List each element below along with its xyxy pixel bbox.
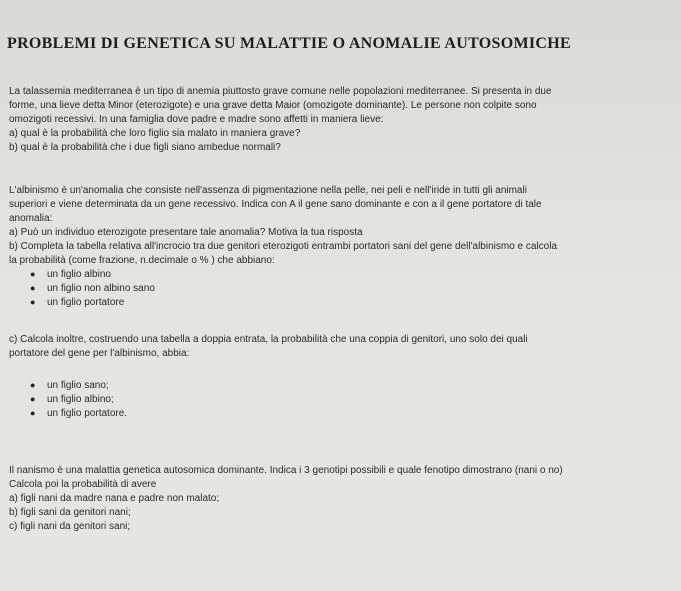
albinism-question-b: b) Completa la tabella relativa all'incrocio tra due genitori eterozigoti entrambi portatori sani del gene dell'albinismo e calcola <box>9 241 558 252</box>
bullet-icon: ● <box>30 380 36 390</box>
page-title: PROBLEMI DI GENETICA SU MALATTIE O ANOMALIE AUTOSOMICHE <box>7 35 571 52</box>
albinism-text-line: L'albinismo è un'anomalia che consiste nell'assenza di pigmentazione nella pelle, nei peli e nell'iride in tutti gli animali <box>9 185 527 196</box>
list-item: un figlio albino <box>47 269 111 280</box>
list-item: un figlio sano; <box>47 380 109 391</box>
thalassemia-question-b: b) qual è la probabilità che i due figli siano ambedue normali? <box>9 142 281 153</box>
list-item: un figlio non albino sano <box>47 283 155 294</box>
dwarfism-question-b: b) figli sani da genitori nani; <box>9 507 131 518</box>
bullet-icon: ● <box>30 283 36 293</box>
list-item: un figlio albino; <box>47 394 114 405</box>
dwarfism-text-line: Il nanismo è una malattia genetica autosomica dominante. Indica i 3 genotipi possibili e quale fenotipo dimostrano (nani o no) <box>9 465 563 476</box>
dwarfism-question-a: a) figli nani da madre nana e padre non malato; <box>9 493 220 504</box>
albinism-text-line: superiori e viene determinata da un gene recessivo. Indica con A il gene sano dominante e con a il gene portatore di tale <box>9 199 542 210</box>
albinism-text-line: anomalia: <box>9 213 53 224</box>
thalassemia-question-a: a) qual è la probabilità che loro figlio sia malato in maniera grave? <box>9 128 301 139</box>
thalassemia-text-line: forme, una lieve detta Minor (eterozigote) e una grave detta Maior (omozigote dominante). Le persone non colpite sono <box>9 100 537 111</box>
albinism-question-a: a) Può un individuo eterozigote presentare tale anomalia? Motiva la tua risposta <box>9 227 363 238</box>
bullet-icon: ● <box>30 394 36 404</box>
thalassemia-text-line: La talassemia mediterranea è un tipo di anemia piuttosto grave comune nelle popolazioni mediterranee. Si presenta in due <box>9 86 552 97</box>
dwarfism-question-c: c) figli nani da genitori sani; <box>9 521 131 532</box>
thalassemia-text-line: omozigoti recessivi. In una famiglia dove padre e madre sono affetti in maniera lieve: <box>9 114 384 125</box>
list-item: un figlio portatore. <box>47 408 128 419</box>
bullet-icon: ● <box>30 297 36 307</box>
albinism-question-c: c) Calcola inoltre, costruendo una tabella a doppia entrata, la probabilità che una coppia di genitori, uno solo dei quali <box>9 334 528 345</box>
list-item: un figlio portatore <box>47 297 125 308</box>
bullet-icon: ● <box>30 269 36 279</box>
albinism-question-c: portatore del gene per l'albinismo, abbia: <box>9 348 190 359</box>
dwarfism-text-line: Calcola poi la probabilità di avere <box>9 479 157 490</box>
albinism-question-b: la probabilità (come frazione, n.decimale o % ) che abbiano: <box>9 255 275 266</box>
bullet-icon: ● <box>30 408 36 418</box>
